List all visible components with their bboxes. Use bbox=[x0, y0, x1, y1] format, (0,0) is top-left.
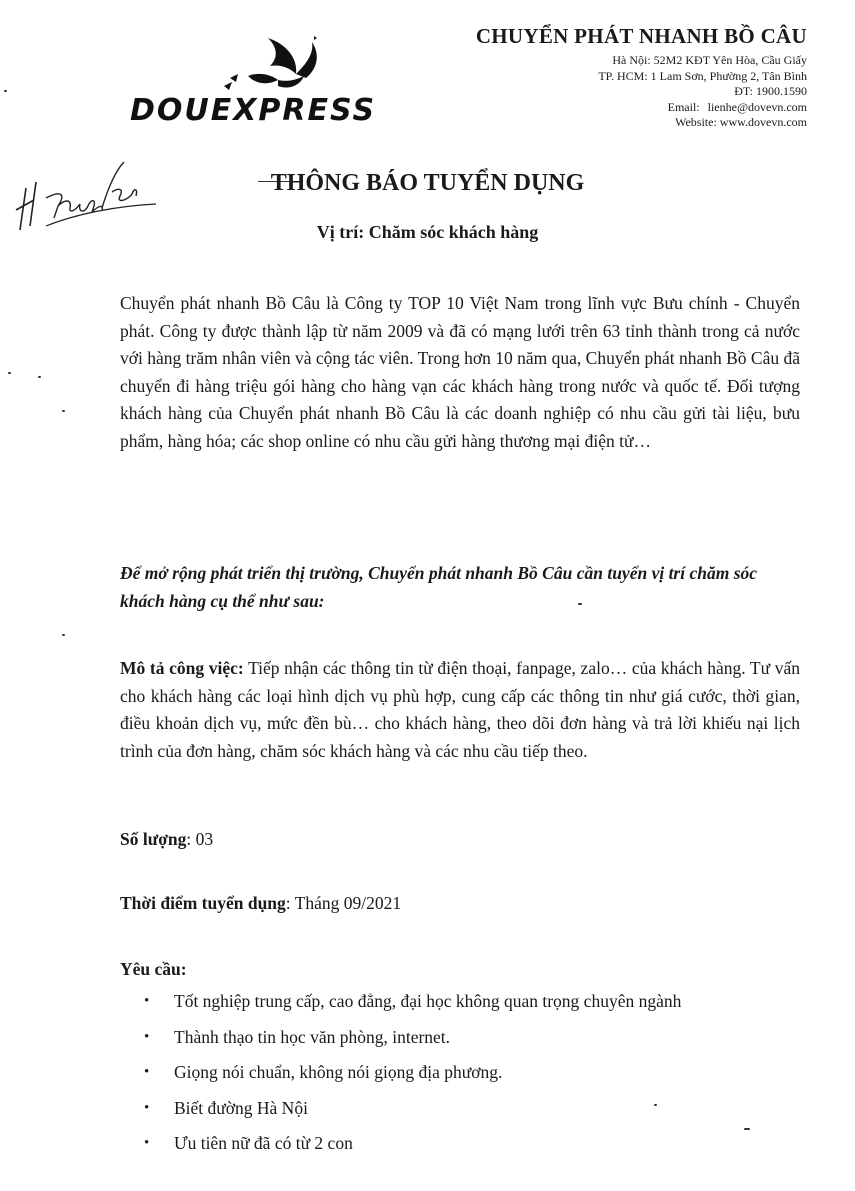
company-name: CHUYỂN PHÁT NHANH BỒ CÂU bbox=[475, 24, 807, 48]
bullet-icon: • bbox=[144, 993, 150, 1009]
hiring-time-value: : Tháng 09/2021 bbox=[285, 893, 402, 913]
scan-speck bbox=[8, 372, 11, 374]
expansion-paragraph: Để mở rộng phát triển thị trường, Chuyển phát nhanh Bồ Câu cần tuyển vị trí chăm sóc khách hàng cụ thể như sau: bbox=[120, 563, 758, 611]
quantity-label: Số lượng bbox=[120, 829, 187, 849]
job-description-text: Tiếp nhận các thông tin từ điện thoại, fanpage, zalo… của khách hàng. Tư vấn cho khách hàng các loại hình dịch vụ phù hợp, cung cấp các thông tin như giá cước, thời gian, điều khoản dịch vụ, mức đền bù… cho khách hàng, theo dõi đơn hàng và trả lời khiếu nại lịch trình của đơn hàng, chăm sóc khách hàng và các nhu cầu tiếp theo. bbox=[120, 658, 800, 761]
address-hanoi bbox=[476, 53, 807, 69]
list-item bbox=[138, 1130, 681, 1166]
bullet-icon: • bbox=[144, 1135, 150, 1151]
quantity-value: : 03 bbox=[186, 829, 214, 849]
logo-wordmark: DOUEXPRESS bbox=[130, 93, 377, 128]
company-info bbox=[476, 24, 807, 131]
requirement-text: Tốt nghiệp trung cấp, cao đẳng, đại học không quan trọng chuyên ngành bbox=[174, 991, 682, 1011]
email-line bbox=[476, 100, 807, 116]
job-description bbox=[120, 655, 800, 765]
bullet-icon: • bbox=[144, 1028, 150, 1045]
position-heading: Vị trí: Chăm sóc khách hàng bbox=[316, 222, 539, 242]
requirements-heading: Yêu cầu: bbox=[120, 959, 187, 979]
scan-speck bbox=[4, 90, 7, 92]
website-text: Website: www.dovevn.com bbox=[675, 115, 807, 129]
address-hanoi-text: Hà Nội: 52M2 KĐT Yên Hòa, Cầu Giấy bbox=[612, 53, 807, 67]
address-hcm bbox=[476, 69, 807, 85]
requirements-list bbox=[138, 988, 681, 1166]
scan-speck bbox=[38, 376, 41, 378]
requirement-text: Ưu tiên nữ đã có từ 2 con bbox=[174, 1133, 353, 1153]
hiring-time-label: Thời điểm tuyển dụng bbox=[120, 893, 286, 913]
hiring-time-field bbox=[120, 890, 800, 918]
requirement-text: Giọng nói chuẩn, không nói giọng địa phương. bbox=[174, 1062, 503, 1082]
quantity-field bbox=[120, 826, 800, 854]
website-line bbox=[476, 115, 807, 131]
phone-text: ĐT: 1900.1590 bbox=[734, 84, 807, 98]
email-label: Email: bbox=[667, 99, 700, 114]
job-description-label: Mô tả công việc: bbox=[120, 658, 244, 678]
address-hcm-text: TP. HCM: 1 Lam Sơn, Phường 2, Tân Bình bbox=[598, 68, 807, 83]
list-item bbox=[138, 1024, 681, 1060]
bullet-icon: • bbox=[144, 1064, 150, 1080]
email-value: lienhe@dovevn.com bbox=[707, 99, 807, 114]
list-item bbox=[138, 1095, 681, 1131]
requirement-text: Biết đường Hà Nội bbox=[174, 1097, 308, 1118]
list-item bbox=[138, 1059, 681, 1095]
scan-speck bbox=[62, 410, 65, 412]
scan-speck bbox=[654, 1104, 657, 1106]
list-item bbox=[138, 988, 681, 1024]
scan-speck bbox=[578, 603, 582, 605]
scan-speck bbox=[744, 1128, 750, 1130]
dove-logo-icon bbox=[128, 28, 398, 128]
phone-line bbox=[476, 84, 807, 100]
bullet-icon: • bbox=[144, 1099, 150, 1116]
scan-speck bbox=[62, 634, 65, 636]
doveexpress-logo bbox=[128, 28, 398, 128]
requirement-text: Thành thạo tin học văn phòng, internet. bbox=[174, 1026, 451, 1047]
intro-paragraph: Chuyển phát nhanh Bồ Câu là Công ty TOP 10 Việt Nam trong lĩnh vực Bưu chính - Chuyển phát. Công ty được thành lập từ năm 2009 và đã có mạng lưới trên 63 tỉnh thành trong cả nước với hàng trăm nhân viên và cộng tác viên. Trong hơn 10 năm qua, Chuyển phát nhanh Bồ Câu đã chuyển đi hàng triệu gói hàng cho hàng vạn các khách hàng trong nước và quốc tế. Đối tượng khách hàng của Chuyển phát nhanh Bồ Câu là các doanh nghiệp có nhu cầu gửi tài liệu, bưu phẩm, hàng hóa; các shop online có nhu cầu gửi hàng thương mại điện tử… bbox=[120, 293, 800, 451]
document-title: THÔNG BÁO TUYỂN DỤNG bbox=[270, 170, 585, 196]
